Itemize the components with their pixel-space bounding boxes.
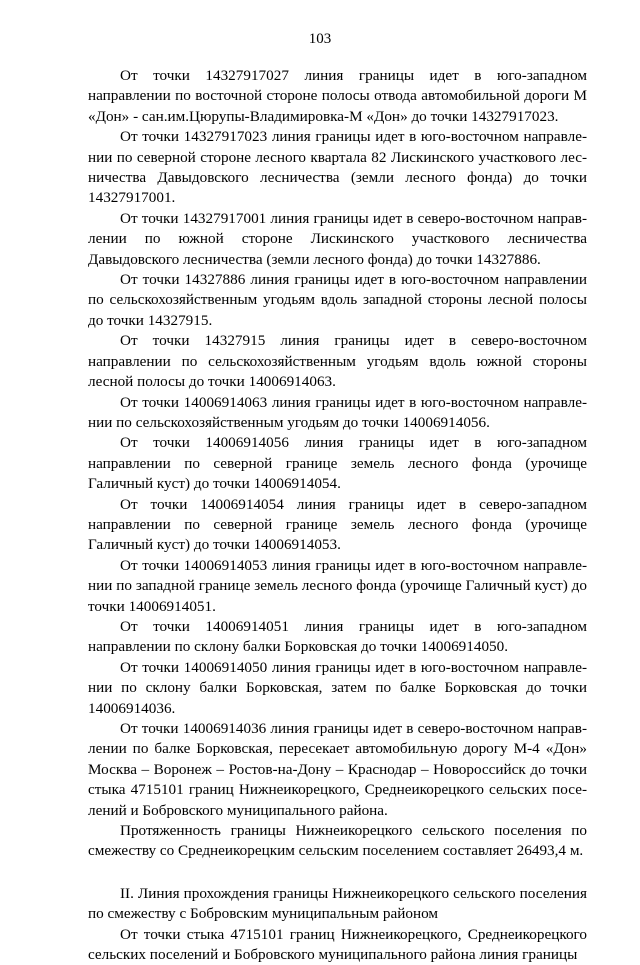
paragraph: От точки 14006914054 линия границы идет в северо-западном направлении по северной границе земель лесного фонда (урочище Галичный куст) до точки 14006914053.	[88, 495, 587, 554]
paragraph: От точки 14006914036 линия границы идет в северо-восточном направлении по балке Борковская, пересекает автомобильную дорогу М-4 «Дон» Москва – Воронеж – Ростов-на-Дону – Краснодар – Новороссийск до точки стыка 4715101 границ Нижнеикорецкого, Среднеикорецкого сельских поселений и Бобровского муниципального района.	[88, 720, 587, 819]
paragraph: От точки 14006914053 линия границы идет в юго-восточном направлении по западной границе земель лесного фонда (урочище Галичный куст) до точки 14006914051.	[88, 556, 587, 615]
paragraph: От точки стыка 4715101 границ Нижнеикорецкого, Среднеикорецкого сельских поселений и Бобровского муниципального района линия границы	[88, 925, 587, 964]
document-body	[88, 66, 587, 965]
paragraph: От точки 14006914050 линия границы идет в юго-восточном направлении по склону балки Борковская, затем по балке Борковская до точки 14006914036.	[88, 658, 587, 717]
paragraph: От точки 14327917001 линия границы идет в северо-восточном направлении по южной стороне Лискинского участкового лесничества Давыдовского лесничества (земли лесного фонда) до точки 14327886.	[88, 209, 587, 268]
section-heading: II. Линия прохождения границы Нижнеикорецкого сельского поселения по смежеству с Бобровским муниципальным районом	[88, 884, 587, 923]
paragraph: От точки 14327917023 линия границы идет в юго-восточном направлении по северной стороне лесного квартала 82 Лискинского участкового лесничества Давыдовского лесничества (земли лесного фонда) до точки 14327917001.	[88, 128, 587, 207]
paragraph: От точки 14006914051 линия границы идет в юго-западном направлении по склону балки Борковская до точки 14006914050.	[88, 617, 587, 656]
length-summary: Протяженность границы Нижнеикорецкого сельского поселения по смежеству со Среднеикорецким сельским поселением составляет 26493,4 м.	[88, 822, 587, 860]
paragraph: От точки 14327915 линия границы идет в северо-восточном направлении по сельскохозяйственным угодьям вдоль южной стороны лесной полосы до точки 14006914063.	[88, 332, 587, 391]
page-number: 103	[308, 31, 332, 47]
paragraph: От точки 14327917027 линия границы идет в юго-западном направлении по восточной стороне полосы отвода автомобильной дороги М «Дон» - сан.им.Цюрупы-Владимировка-М «Дон» до точки 14327917023.	[88, 67, 587, 125]
paragraph: От точки 14327886 линия границы идет в юго-восточном направлении по сельскохозяйственным угодьям вдоль западной стороны лесной полосы до точки 14327915.	[88, 271, 587, 329]
paragraph: От точки 14006914063 линия границы идет в юго-восточном направлении по сельскохозяйственным угодьям до точки 14006914056.	[88, 393, 587, 431]
section-spacer	[88, 862, 587, 884]
paragraph: От точки 14006914056 линия границы идет в юго-западном направлении по северной границе земель лесного фонда (урочище Галичный куст) до точки 14006914054.	[88, 434, 587, 493]
